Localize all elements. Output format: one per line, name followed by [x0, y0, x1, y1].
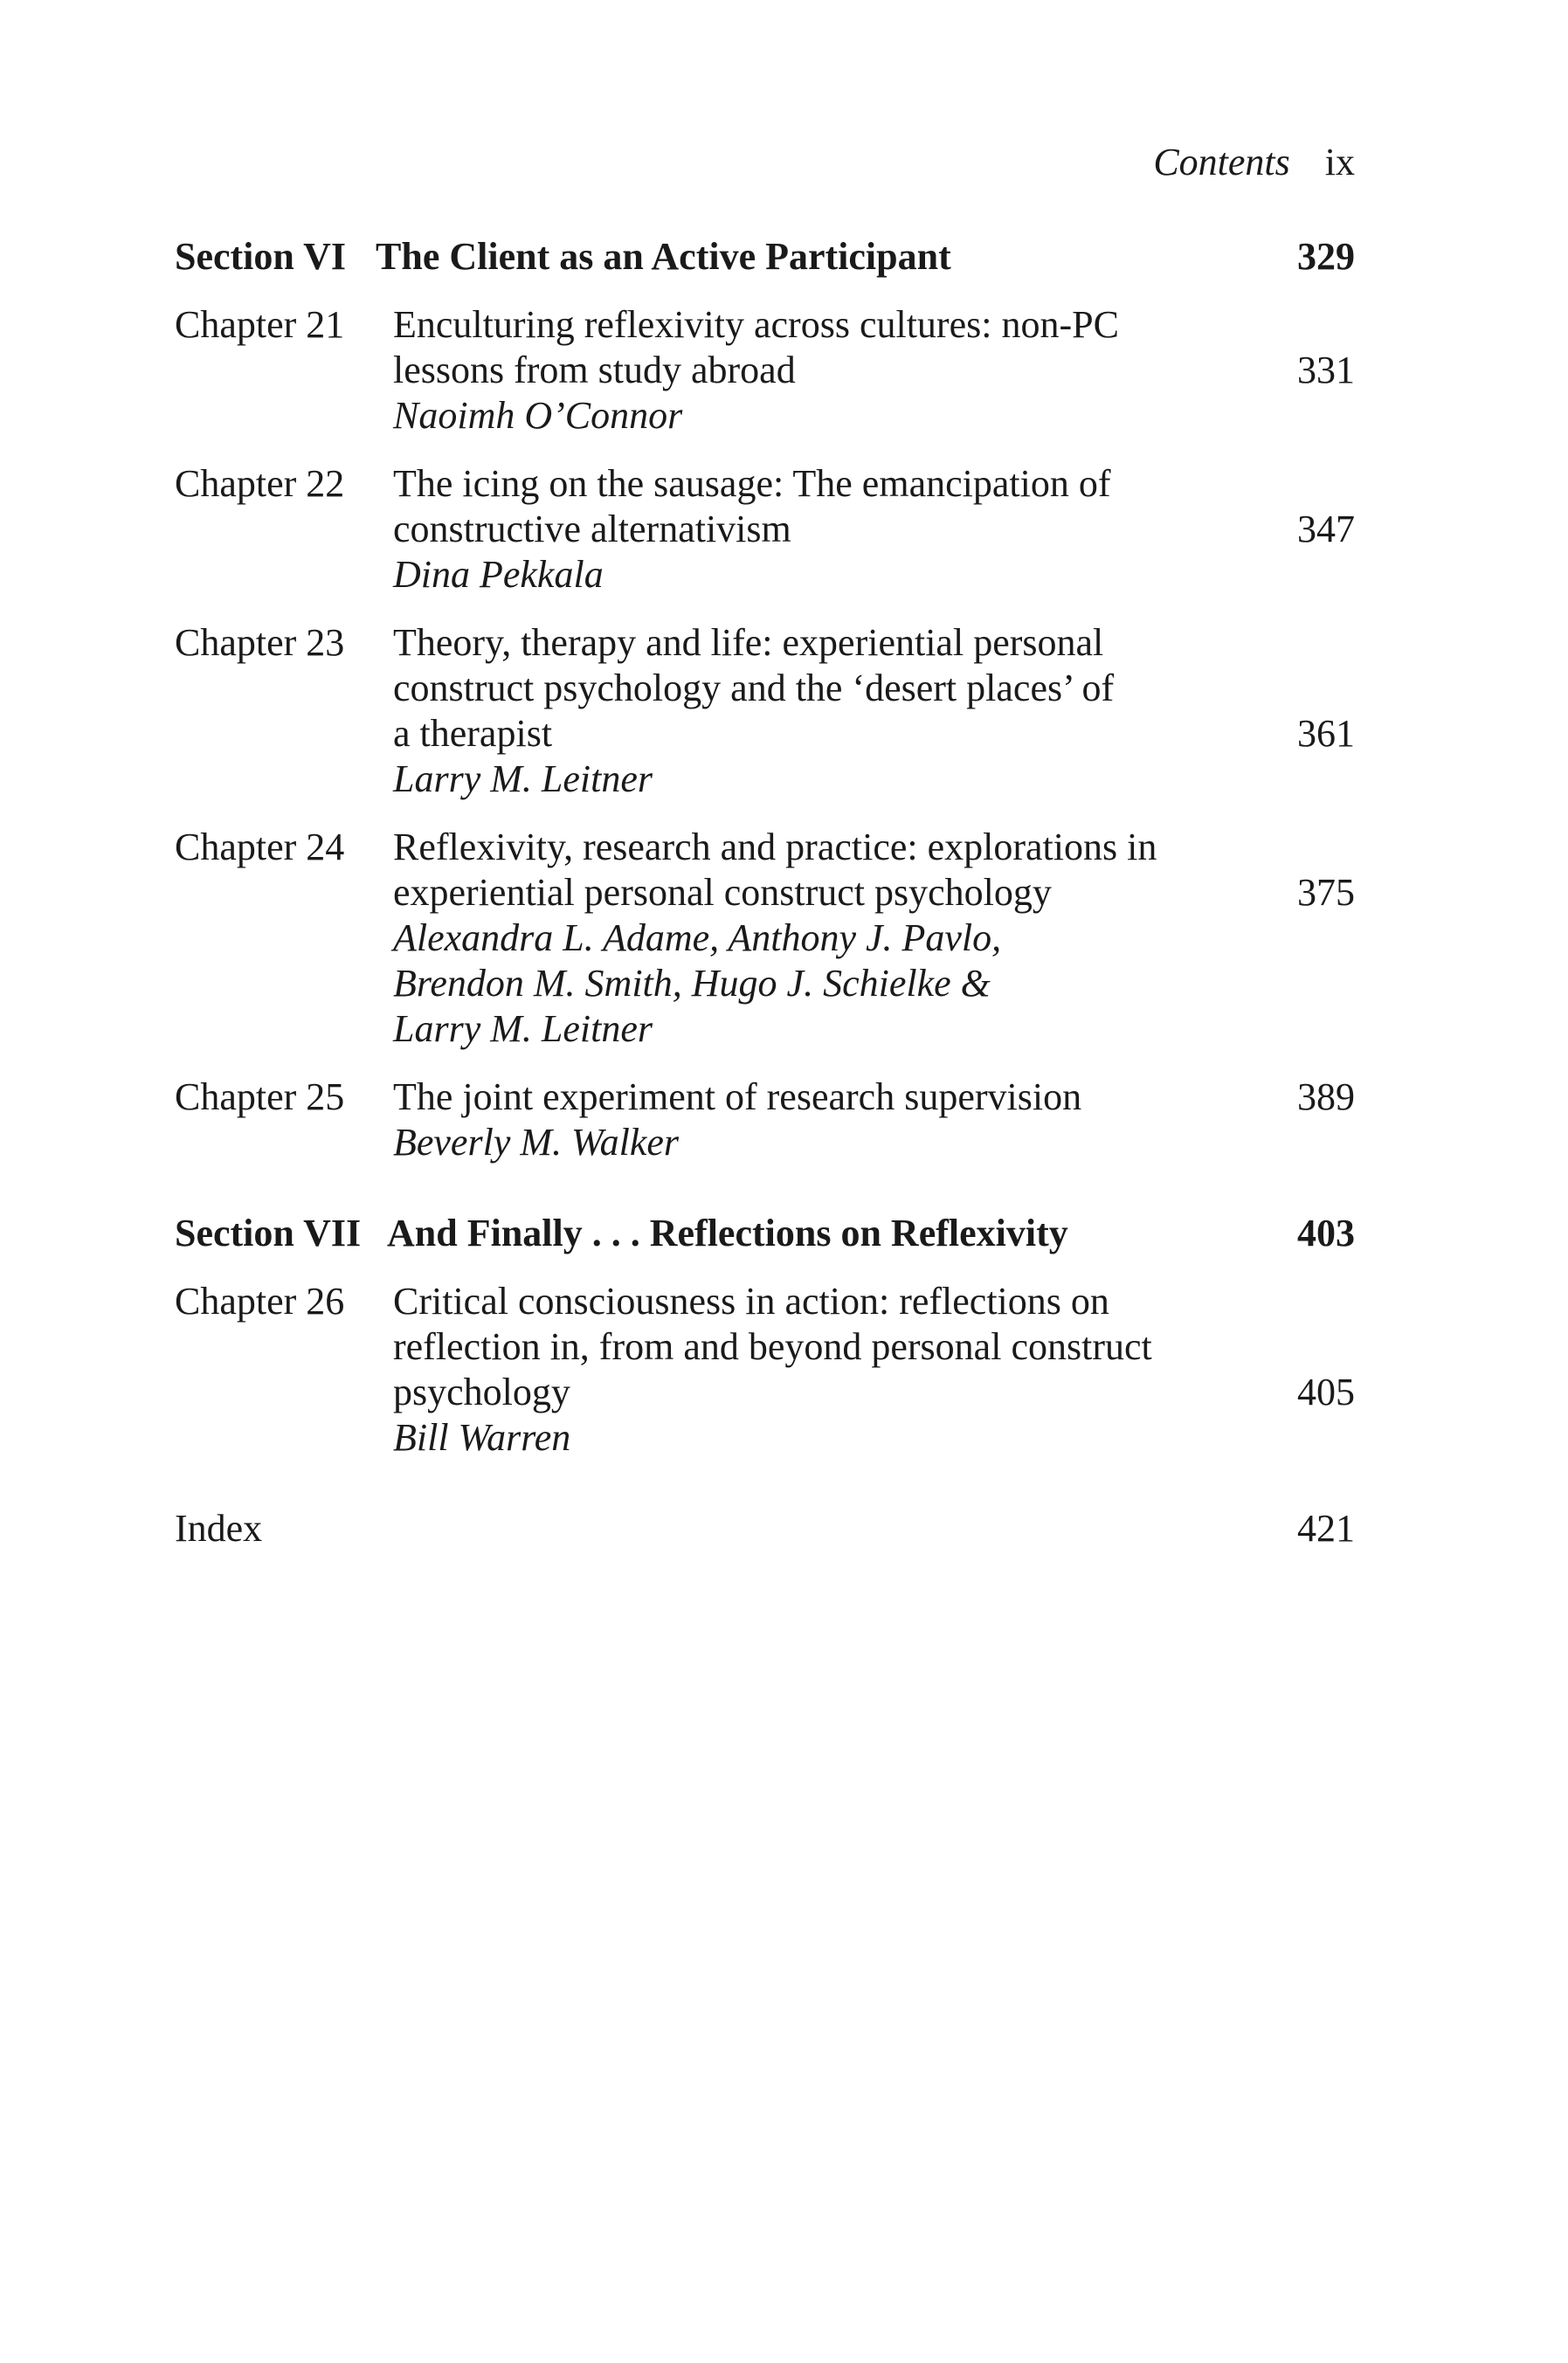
- page-number: 361: [1297, 712, 1355, 755]
- chapter-label: Chapter 22: [175, 462, 345, 505]
- chapter-title-line: Reflexivity, research and practice: explorations in: [393, 826, 1157, 868]
- chapter-title-line: Theory, therapy and life: experiential personal: [393, 621, 1104, 664]
- section-title: The Client as an Active Participant: [376, 235, 951, 278]
- chapter-author: Naoimh O’Connor: [393, 394, 683, 437]
- page-number: 329: [1297, 235, 1355, 278]
- page-number: 375: [1297, 871, 1355, 914]
- chapter-title-line: The joint experiment of research supervision: [393, 1075, 1082, 1118]
- chapter-author: Bill Warren: [393, 1416, 571, 1459]
- chapter-author: Larry M. Leitner: [393, 757, 653, 800]
- chapter-title-line: constructive alternativism: [393, 508, 791, 550]
- chapter-title-line: The icing on the sausage: The emancipation of: [393, 462, 1111, 505]
- chapter-title-line: reflection in, from and beyond personal construct: [393, 1325, 1152, 1368]
- chapter-label: Chapter 26: [175, 1280, 345, 1323]
- page-number: 421: [1297, 1507, 1355, 1550]
- chapter-author: Dina Pekkala: [393, 553, 604, 596]
- page-number: 331: [1297, 349, 1355, 391]
- chapter-label: Chapter 23: [175, 621, 345, 664]
- chapter-title-line: a therapist: [393, 712, 553, 755]
- section-label: Section VI: [175, 235, 346, 278]
- chapter-label: Chapter 25: [175, 1075, 345, 1118]
- chapter-author: Alexandra L. Adame, Anthony J. Pavlo,: [393, 916, 1002, 959]
- chapter-title-line: construct psychology and the ‘desert places’ of: [393, 667, 1115, 709]
- page-number: 405: [1297, 1371, 1355, 1413]
- chapter-label: Chapter 24: [175, 826, 345, 868]
- chapter-title-line: experiential personal construct psychology: [393, 871, 1052, 914]
- running-title: Contents: [1153, 141, 1290, 183]
- folio-page-number: ix: [1324, 141, 1355, 183]
- chapter-author: Brendon M. Smith, Hugo J. Schielke &: [393, 962, 991, 1005]
- page-number: 347: [1297, 508, 1355, 550]
- index-label: Index: [175, 1507, 263, 1550]
- section-title: And Finally . . . Reflections on Reflexivity: [387, 1212, 1068, 1254]
- chapter-title-line: Critical consciousness in action: reflections on: [393, 1280, 1109, 1323]
- page-number: 389: [1297, 1075, 1355, 1118]
- page-number: 403: [1297, 1212, 1355, 1254]
- chapter-author: Larry M. Leitner: [393, 1007, 653, 1050]
- chapter-title-line: psychology: [393, 1371, 570, 1413]
- chapter-title-line: lessons from study abroad: [393, 349, 796, 391]
- chapter-label: Chapter 21: [175, 303, 345, 346]
- chapter-title-line: Enculturing reflexivity across cultures: non-PC: [393, 303, 1119, 346]
- section-label: Section VII: [175, 1212, 362, 1254]
- chapter-author: Beverly M. Walker: [393, 1121, 680, 1164]
